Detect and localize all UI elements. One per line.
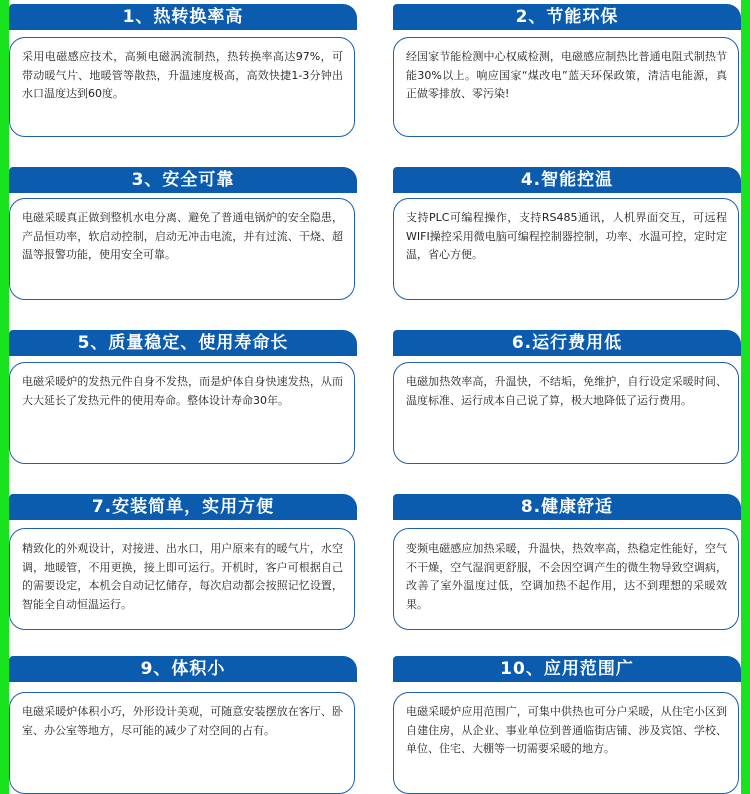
- feature-description: 经国家节能检测中心权威检测，电磁感应制热比普通电阻式制热节能30%以上。响应国家“煤改电”蓝天环保政策，清洁电能源，真正做零排放、零污染!: [406, 50, 727, 100]
- feature-box: [9, 362, 355, 464]
- feature-title: 8.健康舒适: [520, 497, 614, 517]
- feature-description: 支持PLC可编程操作，支持RS485通讯，人机界面交互，可远程WIFI操控采用微电脑可编程控制器控制，功率、水温可控，定时定温，省心方便。: [406, 211, 727, 261]
- feature-banner: [9, 4, 357, 30]
- feature-description: 电磁采暖炉应用范围广，可集中供热也可分户采暖，从住宅小区到自建住房，从企业、事业单位到普通临街店铺、涉及宾馆、学校、单位、住宅、大棚等一切需要采暖的地方。: [406, 705, 727, 755]
- feature-title: 2、节能环保: [515, 7, 619, 27]
- feature-banner: [393, 167, 741, 193]
- feature-box: [9, 37, 355, 137]
- feature-description: 电磁加热效率高，升温快，不结垢，免维护，自行设定采暖时间、温度标准、运行成本自己说了算，极大地降低了运行费用。: [406, 375, 727, 407]
- feature-box: [9, 528, 355, 630]
- feature-banner: [9, 167, 357, 193]
- feature-banner: [393, 656, 741, 682]
- feature-banner: [393, 494, 741, 520]
- feature-description: 变频电磁感应加热采暖，升温快，热效率高，热稳定性能好，空气不干燥，空气湿润更舒服，不会因空调产生的微生物导致空调病，改善了室外温度过低，空调加热不起作用，达不到理想的采暖效果。: [406, 542, 727, 611]
- feature-title: 5、质量稳定、使用寿命长: [77, 333, 289, 353]
- feature-title: 6.运行费用低: [511, 333, 623, 353]
- feature-banner: [9, 656, 357, 682]
- feature-title: 1、热转换率高: [122, 7, 244, 27]
- feature-box: [9, 692, 355, 794]
- feature-banner: [393, 330, 741, 356]
- feature-banner: [393, 4, 741, 30]
- feature-box: [393, 198, 739, 300]
- feature-description: 采用电磁感应技术，高频电磁涡流制热，热转换率高达97%，可带动暖气片、地暖管等散热，升温速度极高，高效快捷1-3分钟出水口温度达到60度。: [22, 50, 343, 100]
- feature-title: 7.安装简单，实用方便: [91, 497, 275, 517]
- feature-banner: [9, 330, 357, 356]
- feature-title: 9、体积小: [140, 659, 226, 679]
- feature-description: 电磁采暖炉体积小巧，外形设计美观，可随意安装摆放在客厅、卧室、办公室等地方，尽可能的减少了对空间的占有。: [22, 705, 343, 737]
- feature-title: 10、应用范围广: [500, 659, 634, 679]
- feature-title: 4.智能控温: [520, 170, 614, 190]
- feature-description: 电磁采暖真正做到整机水电分离、避免了普通电锅炉的安全隐患，产品恒功率，软启动控制，启动无冲击电流，并有过流、干烧、超温等报警功能，使用安全可靠。: [22, 211, 343, 261]
- feature-description: 电磁采暖炉的发热元件自身不发热，而是炉体自身快速发热，从而大大延长了发热元件的使用寿命。整体设计寿命30年。: [22, 375, 343, 407]
- feature-box: [393, 362, 739, 464]
- feature-box: [393, 528, 739, 630]
- feature-box: [393, 692, 739, 794]
- feature-description: 精致化的外观设计，对接进、出水口，用户原来有的暖气片，水空调，地暖管，不用更换，接上即可运行。开机时，客户可根据自己的需要设定，本机会自动记忆储存，每次启动都会按照记忆设置，智能全自动恒温运行。: [22, 542, 343, 611]
- feature-sheet: [9, 0, 741, 794]
- feature-box: [393, 37, 739, 137]
- feature-box: [9, 198, 355, 300]
- feature-title: 3、安全可靠: [131, 170, 235, 190]
- feature-banner: [9, 494, 357, 520]
